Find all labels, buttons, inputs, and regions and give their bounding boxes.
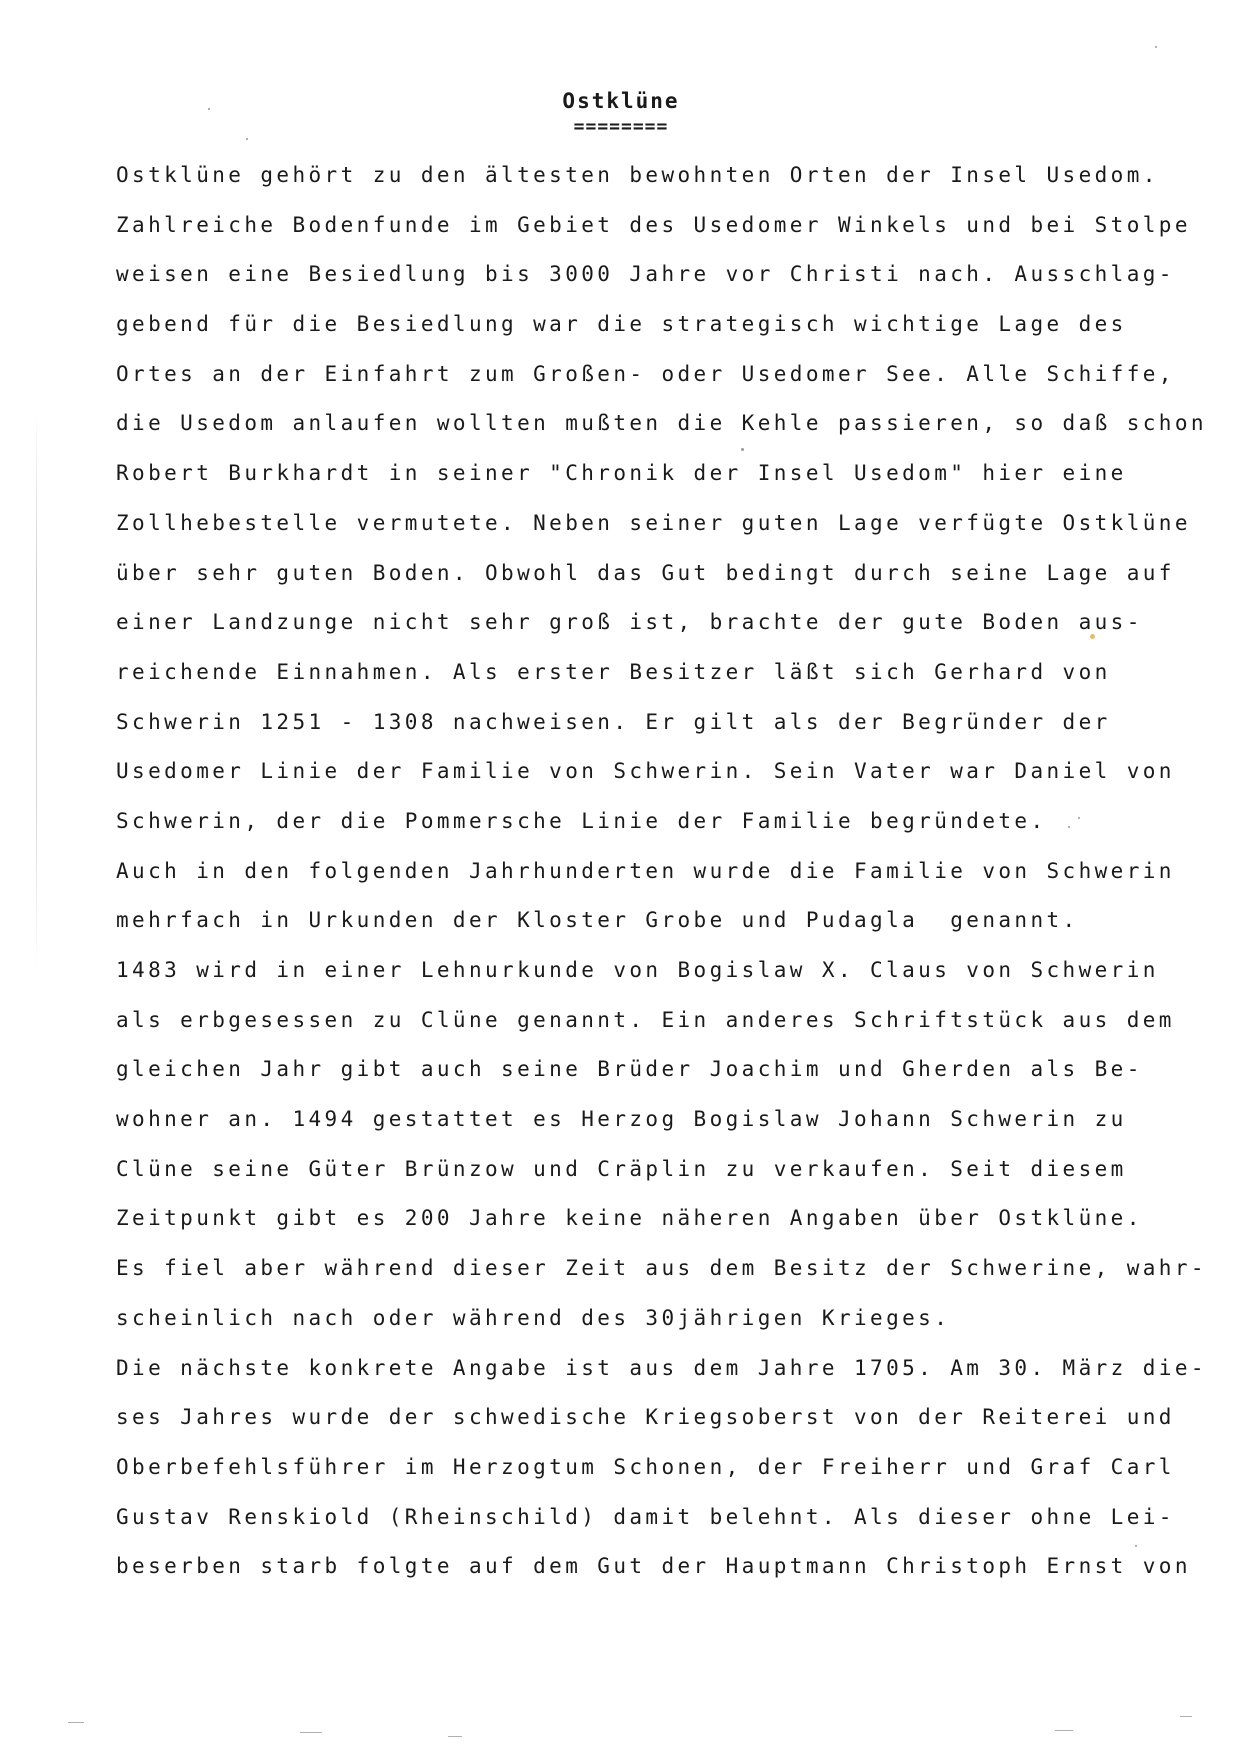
text-line: Ortes an der Einfahrt zum Großen- oder Usedomer See. Alle Schiffe, xyxy=(116,361,1175,386)
text-line: Ostklüne gehört zu den ältesten bewohnten Orten der Insel Usedom. xyxy=(116,163,1159,187)
scan-speck xyxy=(208,108,210,110)
scan-speck xyxy=(1135,1545,1137,1547)
scan-speck xyxy=(1155,46,1157,48)
document-body xyxy=(116,160,1207,1601)
text-line: Die nächste konkrete Angabe ist aus dem Jahre 1705. Am 30. März die- xyxy=(116,1355,1207,1380)
text-line: 1483 wird in einer Lehnurkunde von Bogislaw X. Claus von Schwerin xyxy=(116,958,1159,982)
text-line: Auch in den folgenden Jahrhunderten wurde die Familie von Schwerin xyxy=(116,858,1175,883)
text-line: die Usedom anlaufen wollten mußten die Kehle passieren, so daß schon xyxy=(116,411,1207,436)
text-line: Es fiel aber während dieser Zeit aus dem Besitz der Schwerine, wahr- xyxy=(116,1256,1207,1281)
document-title: Ostklüne xyxy=(562,89,680,113)
scan-speck xyxy=(741,448,744,451)
text-line: Schwerin 1251 - 1308 nachweisen. Er gilt als der Begründer der xyxy=(116,709,1111,734)
title-underline: ======== xyxy=(573,116,669,137)
scan-bottom-mark xyxy=(68,1722,84,1723)
text-line: mehrfach in Urkunden der Kloster Grobe und Pudagla genannt. xyxy=(116,908,1079,933)
scan-speck xyxy=(1078,817,1080,819)
scan-bottom-mark xyxy=(300,1732,322,1733)
text-line: Robert Burkhardt in seiner "Chronik der Insel Usedom" hier eine xyxy=(116,461,1127,486)
text-line: Zeitpunkt gibt es 200 Jahre keine näheren Angaben über Ostklüne. xyxy=(116,1206,1143,1231)
scan-speck xyxy=(1068,826,1070,828)
text-line: über sehr guten Boden. Obwohl das Gut bedingt durch seine Lage auf xyxy=(116,560,1175,585)
scan-stain xyxy=(1090,634,1095,639)
text-line: Zahlreiche Bodenfunde im Gebiet des Usedomer Winkels und bei Stolpe xyxy=(116,212,1191,237)
text-line: wohner an. 1494 gestattet es Herzog Bogislaw Johann Schwerin zu xyxy=(116,1107,1127,1132)
text-line: Usedomer Linie der Familie von Schwerin. Sein Vater war Daniel von xyxy=(116,759,1175,784)
scan-speck xyxy=(246,138,248,140)
text-line: beserben starb folgte auf dem Gut der Hauptmann Christoph Ernst von xyxy=(116,1554,1191,1579)
scan-edge-shadow xyxy=(36,410,37,970)
text-line: einer Landzunge nicht sehr groß ist, brachte der gute Boden aus- xyxy=(116,610,1143,635)
scan-bottom-mark xyxy=(1055,1730,1073,1731)
text-line: Clüne seine Güter Brünzow und Cräplin zu verkaufen. Seit diesem xyxy=(116,1156,1127,1181)
text-line: als erbgesessen zu Clüne genannt. Ein anderes Schriftstück aus dem xyxy=(116,1007,1175,1032)
scan-bottom-mark xyxy=(448,1736,462,1737)
text-line: Oberbefehlsführer im Herzogtum Schonen, der Freiherr und Graf Carl xyxy=(116,1454,1175,1479)
scan-bottom-mark xyxy=(1180,1716,1192,1717)
text-line: Gustav Renskiold (Rheinschild) damit belehnt. Als dieser ohne Lei- xyxy=(116,1504,1175,1529)
text-line: weisen eine Besiedlung bis 3000 Jahre vor Christi nach. Ausschlag- xyxy=(116,262,1175,287)
text-line: scheinlich nach oder während des 30jährigen Krieges. xyxy=(116,1305,951,1330)
text-line: Zollhebestelle vermutete. Neben seiner guten Lage verfügte Ostklüne xyxy=(116,510,1191,535)
text-line: reichende Einnahmen. Als erster Besitzer läßt sich Gerhard von xyxy=(116,659,1111,684)
text-line: gebend für die Besiedlung war die strategisch wichtige Lage des xyxy=(116,312,1127,337)
text-line: ses Jahres wurde der schwedische Kriegsoberst von der Reiterei und xyxy=(116,1405,1175,1430)
text-line: gleichen Jahr gibt auch seine Brüder Joachim und Gherden als Be- xyxy=(116,1057,1143,1082)
text-line: Schwerin, der die Pommersche Linie der Familie begründete. xyxy=(116,808,1047,833)
